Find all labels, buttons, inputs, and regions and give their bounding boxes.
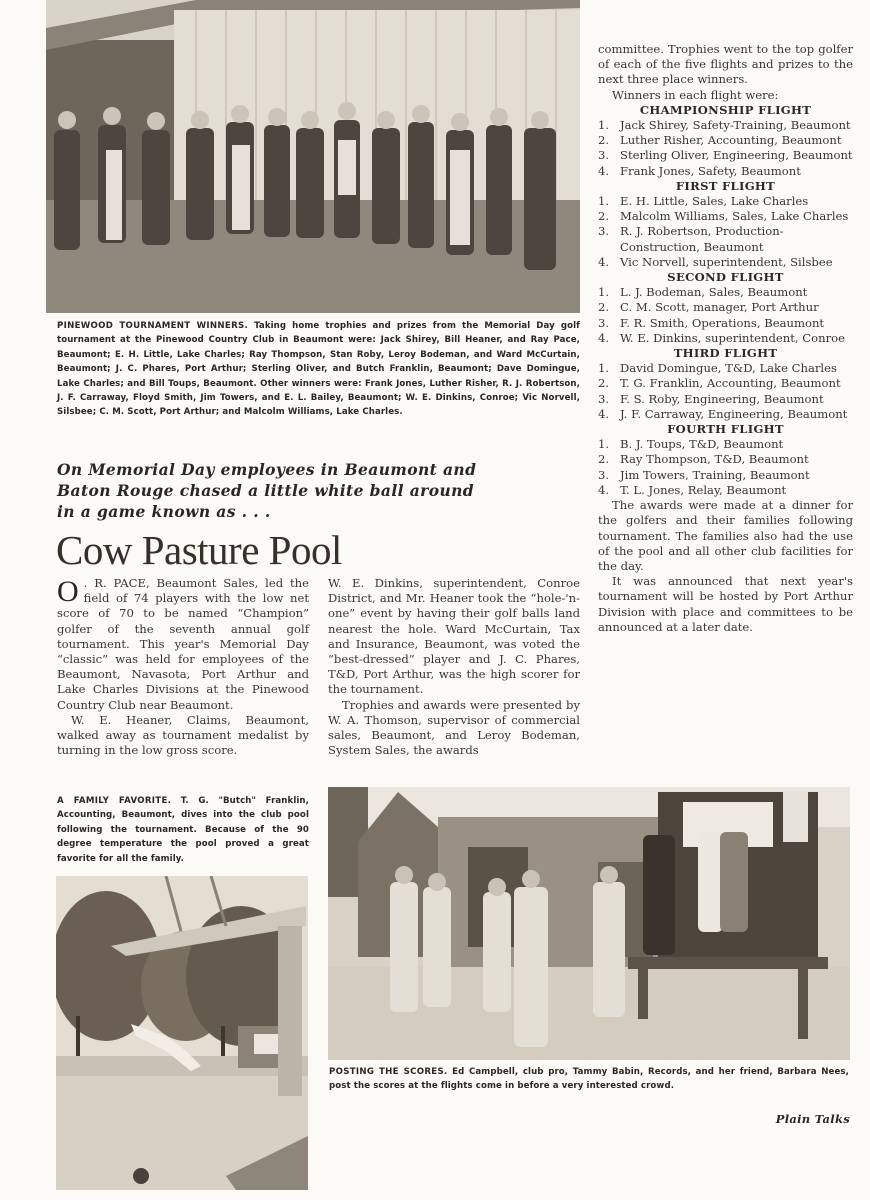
flights-intro-2: Winners in each flight were:	[612, 87, 779, 102]
winners-caption	[57, 319, 580, 420]
flights-column	[598, 42, 853, 635]
winner-item: 4. Vic Norvell, superintendent, Silsbee	[598, 254, 833, 269]
flight-championship	[598, 103, 853, 179]
winner-item: 2. T. G. Franklin, Accounting, Beaumont	[598, 376, 841, 391]
winner-item: 2. Ray Thompson, T&D, Beaumont	[598, 452, 809, 467]
scores-caption-text: Ed Campbell, club pro, Tammy Babin, Records, and her friend, Barbara Nees, post the scores at the flights come in before a very interested crowd.	[329, 1067, 849, 1092]
flight-fourth	[598, 422, 853, 498]
winner-item: 2. Malcolm Williams, Sales, Lake Charles	[598, 209, 849, 224]
winner-item: 3. Jim Towers, Training, Beaumont	[598, 467, 810, 482]
article-paragraph: Trophies and awards were presented by W. A. Thomson, supervisor of commercial sales, Beaumont, and Leroy Bodeman, System Sales, the awards	[328, 697, 580, 758]
article-paragraph: W. E. Heaner, Claims, Beaumont, walked away as tournament medalist by turning in the low gross score.	[57, 712, 309, 758]
winners-photo	[46, 0, 580, 313]
publication-name: Plain Talks	[775, 1112, 850, 1126]
winner-item: 3. F. R. Smith, Operations, Beaumont	[598, 315, 825, 330]
article-paragraph: O . R. PACE, Beaumont Sales, led the field of 74 players with the low net score of 70 to be named “Champion” golfer of the seventh annual golf tournament. This year's Memorial Day “classic” was held for employees of the Beaumont, Navasota, Port Arthur and Lake Charles Divisions at the Pinewood Country Club near Beaumont.	[57, 575, 309, 712]
flight-title: FOURTH FLIGHT	[667, 422, 784, 437]
winner-item: 4. T. L. Jones, Relay, Beaumont	[598, 482, 787, 497]
winners-caption-text: Taking home trophies and prizes from the Memorial Day golf tournament at the Pinewood Country Club in Beaumont were: Jack Shirey, Bill Heaner, and Ray Pace, Beaumont; E. H. Little, Lake Charles; Ray Thompson, Stan Roby, Leroy Bodeman, and Ward McCurtain, Beaumont; J. C. Phares, Port Arthur; Sterling Oliver, and Butch Franklin, Beaumont; Dave Domingue, Lake Charles; and Bill Toups, Beaumont. Other winners were: Frank Jones, Luther Risher, R. J. Robertson, J. F. Carraway, Floyd Smith, Jim Towers, and E. L. Bailey, Beaumont; W. E. Dinkins, Conroe; Vic Norvell, Silsbee; C. M. Scott, Port Arthur; and Malcolm Williams, Lake Charles.	[57, 321, 581, 418]
article-column-1	[57, 576, 309, 758]
scores-caption	[329, 1065, 849, 1094]
article-paragraph: The awards were made at a dinner for the golfers and their families following tournament. The families also had the use of the pool and all other club facilities for the day.	[598, 498, 853, 573]
pool-caption-lead: A FAMILY FAVORITE.	[57, 796, 172, 806]
pool-photo-image	[56, 876, 308, 1190]
winner-item: 3. Sterling Oliver, Engineering, Beaumont	[598, 148, 853, 163]
pool-caption-text: T. G. "Butch" Franklin, Accounting, Beaumont, dives into the club pool following the tournament. Because of the 90 degree temperature the pool proved a great favorite for all the family.	[57, 796, 310, 864]
flight-second	[598, 270, 853, 346]
winner-item: 4. Frank Jones, Safety, Beaumont	[598, 163, 801, 178]
pool-caption	[57, 794, 309, 866]
pool-photo	[56, 876, 308, 1190]
flight-title: THIRD FLIGHT	[673, 346, 778, 361]
article-paragraph: It was announced that next year's tournament will be hosted by Port Arthur Division with place and committees to be announced at a later date.	[598, 574, 853, 634]
flight-third	[598, 346, 853, 422]
winner-item: 3. F. S. Roby, Engineering, Beaumont	[598, 391, 824, 406]
drop-cap: O	[57, 575, 79, 608]
winner-item: 4. J. F. Carraway, Engineering, Beaumont	[598, 406, 848, 421]
article-title: Cow Pasture Pool	[56, 527, 342, 573]
article-column-2	[328, 576, 580, 758]
winners-photo-image	[46, 0, 580, 313]
flights-intro: committee. Trophies went to the top golfer of each of the five flights and prizes to the next three place winners.	[598, 42, 853, 87]
flights-closing	[598, 498, 853, 635]
winner-item: 1. L. J. Bodeman, Sales, Beaumont	[598, 285, 808, 300]
article-paragraph: W. E. Dinkins, superintendent, Conroe District, and Mr. Heaner took the “hole-'n-one” event by having their golf balls land nearest the hole. Ward McCurtain, Tax and Insurance, Beaumont, was voted the “best-dressed” player and J. C. Phares, T&D, Port Arthur, was the high scorer for the tournament.	[328, 576, 580, 697]
winner-item: 1. David Domingue, T&D, Lake Charles	[598, 361, 837, 376]
flight-title: FIRST FLIGHT	[675, 178, 776, 193]
flight-title: CHAMPIONSHIP FLIGHT	[639, 102, 812, 117]
winner-item: 2. Luther Risher, Accounting, Beaumont	[598, 133, 842, 148]
article-deck: On Memorial Day employees in Beaumont and Baton Rouge chased a little white ball around in a game known as . . .	[57, 460, 477, 521]
scores-photo-image	[328, 787, 850, 1060]
flight-first	[598, 179, 853, 270]
scores-photo	[328, 787, 850, 1060]
winner-item: 3. R. J. Robertson, Production-Construction, Beaumont	[598, 224, 784, 254]
winner-item: 2. C. M. Scott, manager, Port Arthur	[598, 300, 819, 315]
winner-item: 4. W. E. Dinkins, superintendent, Conroe	[598, 330, 845, 345]
winner-item: 1. E. H. Little, Sales, Lake Charles	[598, 194, 809, 209]
scores-caption-lead: POSTING THE SCORES.	[329, 1067, 448, 1077]
flight-title: SECOND FLIGHT	[667, 270, 784, 285]
winners-caption-lead: PINEWOOD TOURNAMENT WINNERS.	[57, 321, 249, 331]
winner-item: 1. B. J. Toups, T&D, Beaumont	[598, 437, 784, 452]
winner-item: 1. Jack Shirey, Safety-Training, Beaumont	[598, 118, 851, 133]
